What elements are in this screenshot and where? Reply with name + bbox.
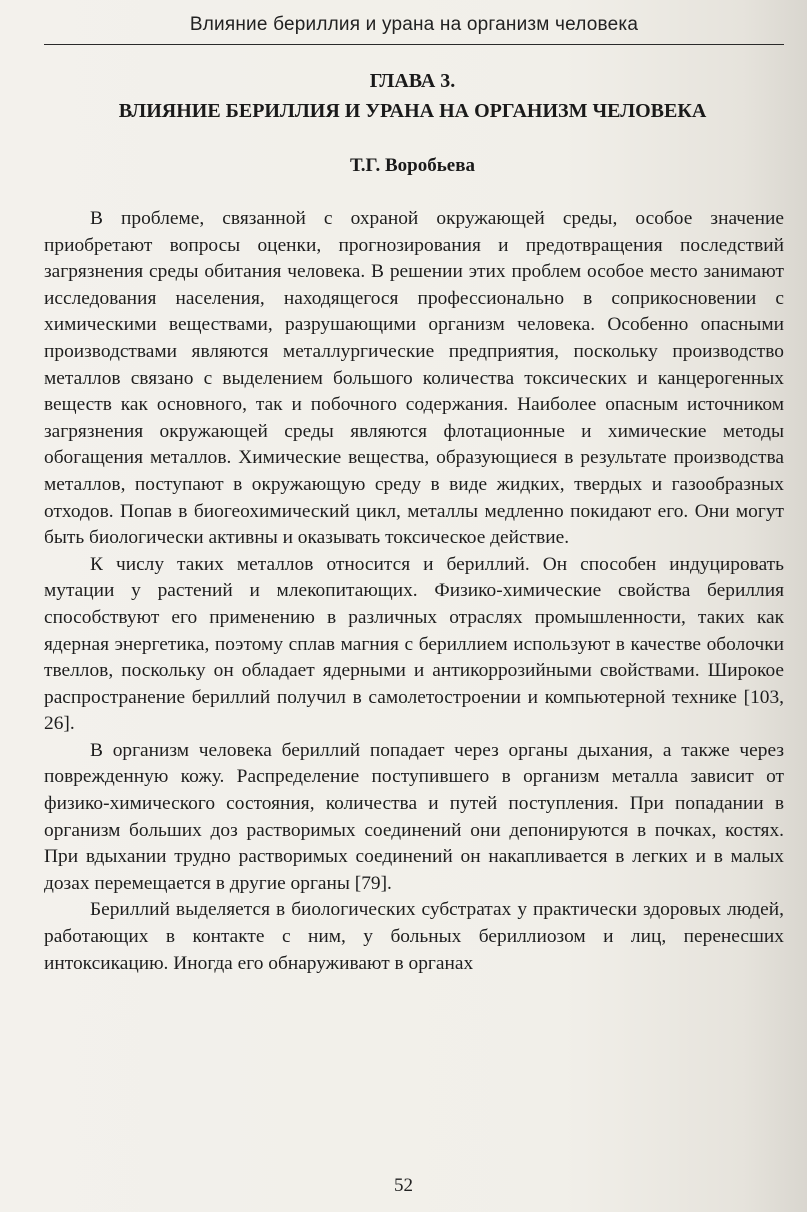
page-number: 52	[394, 1175, 413, 1196]
paragraph-3: В организм человека бериллий попадает через органы дыхания, а также через поврежденную кожу. Распределение поступившего в организм металла зависит от физико-химического состояния, количества и путей поступления. При попадании в организм больших доз растворимых соединений они депонируются в почках, костях. При вдыхании трудно растворимых соединений он накапливается в легких и в малых дозах перемещается в другие органы [79].	[44, 739, 784, 894]
chapter-label: ГЛАВА 3.	[369, 70, 456, 92]
paragraph-2: К числу таких металлов относится и бериллий. Он способен индуцировать мутации у растений и млекопитающих. Физико-химические свойства бериллия способствуют его применению в различных отраслях промышленности, таких как ядерная энергетика, поэтому сплав магния с бериллием используют в качестве оболочки твеллов, поскольку он обладает ядерными и антикоррозийными свойствами. Широкое распространение бериллий получил в самолетостроении и компьютерной технике [103, 26].	[44, 553, 784, 735]
paragraph-4: Бериллий выделяется в биологических субстратах у практически здоровых людей, работающих в контакте с ним, у больных бериллиозом и лиц, перенесших интоксикацию. Иногда его обнаруживают в органах	[44, 899, 784, 974]
chapter-heading	[40, 66, 785, 126]
running-head-rule	[44, 44, 784, 45]
chapter-author: Т.Г. Воробьева	[350, 155, 475, 176]
running-head: Влияние бериллия и урана на организм человека	[189, 14, 639, 35]
paragraph-1: В проблеме, связанной с охраной окружающей среды, особое значение приобретают вопросы оценки, прогнозирования и предотвращения последствий загрязнения среды обитания человека. В решении этих проблем особое место занимают исследования населения, находящегося профессионально в соприкосновении с химическими веществами, разрушающими организм человека. Особенно опасными производствами являются металлургические предприятия, поскольку производство металлов связано с выделением большого количества токсических и канцерогенных веществ как основного, так и побочного содержания. Наиболее опасным источником загрязнения окружающей среды являются флотационные и химические методы обогащения металлов. Химические вещества, образующиеся в результате производства металлов, поступают в окружающую среду в виде жидких, твердых и газообразных отходов. Попав в биогеохимический цикл, металлы медленно покидают его. Они могут быть биологически активны и оказывать токсическое действие.	[44, 208, 784, 549]
body-text	[44, 206, 784, 977]
chapter-title: ВЛИЯНИЕ БЕРИЛЛИЯ И УРАНА НА ОРГАНИЗМ ЧЕЛОВЕКА	[118, 100, 707, 122]
